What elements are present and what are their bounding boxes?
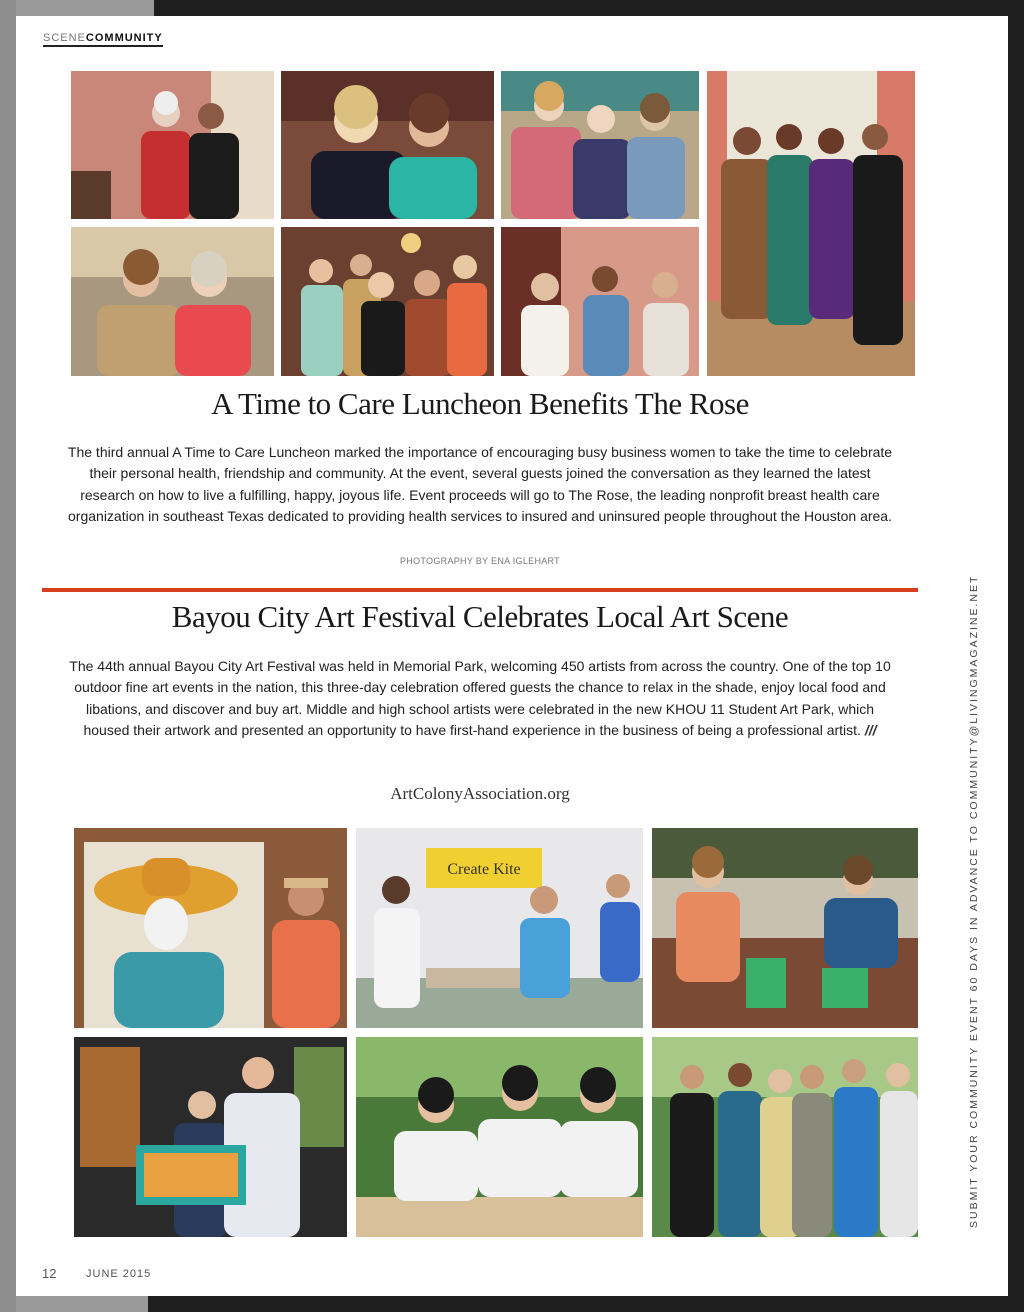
luncheon-photo [501, 71, 699, 219]
page-frame-left [0, 0, 16, 1312]
page-number: 12 [42, 1266, 57, 1281]
article-body [62, 656, 898, 741]
section-name: COMMUNITY [85, 32, 163, 44]
tent-sign: Create Kite [447, 861, 521, 878]
section-divider [42, 588, 918, 592]
article-title: A Time to Care Luncheon Benefits The Rose [211, 386, 749, 421]
end-mark: /// [864, 721, 877, 738]
submission-note: SUBMIT YOUR COMMUNITY EVENT 60 DAYS IN ADVANCE TO COMMUNITY@LIVINGMAGAZINE.NET [968, 574, 980, 1228]
luncheon-photo [71, 71, 274, 219]
issue-date: JUNE 2015 [86, 1268, 152, 1280]
luncheon-photo [281, 71, 494, 219]
festival-photo [356, 1037, 643, 1237]
luncheon-photo [501, 227, 699, 376]
festival-photo [74, 1037, 347, 1237]
page-frame-bottom [148, 1296, 1024, 1312]
website-link[interactable]: ArtColonyAssociation.org [390, 784, 570, 803]
luncheon-photo [281, 227, 494, 376]
festival-photo [652, 828, 918, 1028]
page-frame-right [1008, 16, 1024, 1312]
festival-photo [356, 828, 643, 1028]
article-body: The third annual A Time to Care Luncheon marked the importance of encouraging busy business women to take the time to celebrate their personal health, friendship and community. At the event, several guests joined the conversation as they learned the latest research on how to live a fulfilling, happy, joyous life. Event proceeds will go to The Rose, the leading nonprofit breast health care organization in southeast Texas dedicated to providing health services to insured and uninsured people throughout the Houston area. [67, 444, 893, 524]
festival-photo [74, 828, 347, 1028]
section-prefix: SCENE [43, 32, 86, 44]
luncheon-photo [71, 227, 274, 376]
page-frame-top-left [16, 0, 154, 16]
luncheon-photo [707, 71, 915, 376]
article-body-text: The 44th annual Bayou City Art Festival was held in Memorial Park, welcoming 450 artists from across the country. One of the top 10 outdoor fine art events in the nation, this three-day celebration offered guests the chance to relax in the shade, enjoy local food and libations, and discover and buy art. Middle and high school artists were celebrated in the new KHOU 11 Student Art Park, which housed their artwork and presented an opportunity to have first-hand experience in the business of being a professional artist. [69, 658, 891, 738]
festival-photo [652, 1037, 918, 1237]
page-frame-bottom-left [16, 1296, 148, 1312]
photo-credit: PHOTOGRAPHY BY ENA IGLEHART [400, 556, 560, 566]
article-title: Bayou City Art Festival Celebrates Local Art Scene [171, 599, 789, 634]
page-frame-top [154, 0, 1024, 16]
section-label [43, 32, 163, 47]
